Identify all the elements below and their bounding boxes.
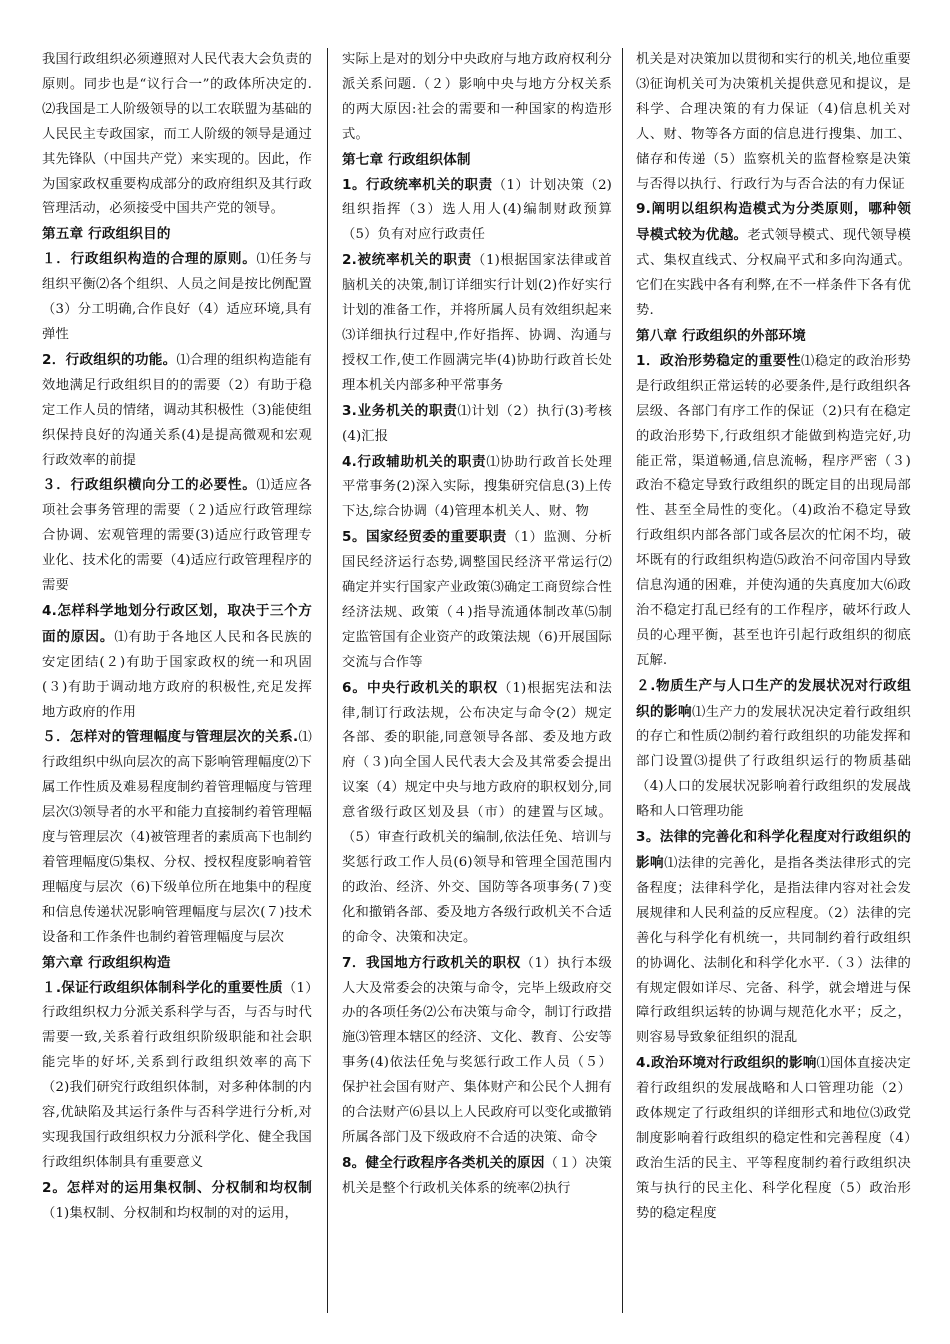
question-title: 3。法律的完善化和科学化程度对行政组织的影响 [636, 829, 911, 871]
question-item [636, 349, 911, 674]
question-item [342, 676, 612, 951]
question-title: 1．政治形势稳定的重要性 [636, 352, 801, 369]
answer-text: ⑴稳定的政治形势是行政组织正常运转的必要条件,是行政组织各层级、各部门有序工作的保证（2)只有在稳定的政治形势下,行政组织才能做到构造完好,功能正常，渠道畅通,信息流畅，程序严密（３)政治不稳定导致行政组织的既定目的出现局部性、甚至全局性的变化。（4)政治不稳定导致行政组织内部各部门或各层次的忙闲不均，破坏既有的行政组织构造⑸政治不问帝国内导致信息沟通的困难，并使沟通的失真度加大⑹政治不稳定打乱已经有的工作程序，破坏行政人员的心理平衡，甚至也许引起行政组织的彻底瓦解. [636, 353, 911, 668]
answer-text: ⑴合理的组织构造能有效地满足行政组织目的的需要（2）有助于稳定工作人员的情绪，调动其积极性（3)能使组织保持良好的沟通关系(4)是提高微观和宏观行政效率的前提 [42, 352, 313, 468]
question-item [342, 248, 612, 398]
paragraph: 实际上是对的划分中央政府与地方政府权利分派关系问题.（２）影响中央与地方分权关系的两大原因:社会的需要和一种国家的构造形式。 [342, 52, 612, 142]
answer-text: （1)根据宪法和法律,制订行政法规，公布决定与命令(2）规定各部、委的职能,同意领导各部、委及地方政府（３)向全国人民代表大会及其常委会提出议案（4）规定中央与地方政府的职权划分,同意省级行政区划及县（市）的建置与区域。（5）审查行政机关的编制,依法任免、培训与奖惩行政工作人员(6)领导和管理全国范围内的政治、经济、外交、国防等各项事务(７)变化和撤销各部、委及地方各级行政机关不合适的命令、决策和决定。 [342, 680, 613, 945]
chapter-heading: 第六章 行政组织构造 [42, 954, 171, 971]
chapter-heading: 第五章 行政组织目的 [42, 226, 171, 243]
question-item [42, 976, 312, 1176]
question-item [342, 1151, 612, 1202]
question-title: 3.业务机关的职责 [342, 402, 458, 419]
question-item [636, 674, 911, 825]
answer-text: （1)根据国家法律或首脑机关的决策,制订详细实行计划(2)作好实行计划的准备工作，并将所属人员有效组织起来⑶详细执行过程中,作好指挥、协调、沟通与授权工作,使工作圆满完毕(4)协助行政首长处理本机关内部多种平常事务 [342, 253, 612, 393]
question-item [42, 725, 312, 950]
question-item [342, 951, 612, 1151]
question-title: 2.被统率机关的职责 [342, 252, 472, 269]
answer-text: ⑴行政组织中纵向层次的高下影响管理幅度⑵下属工作性质及难易程度制约着管理幅度与管理层次⑶领导者的水平和能力直接制约着管理幅度与管理层次（4)被管理者的素质高下也制约着管理幅度⑸集权、分权、授权程度影响着管理幅度与层次（6)下级单位所在地集中的程度和信息传递状况影响管理幅度与层次(７)技术设备和工作条件也制约着管理幅度与层次 [42, 730, 312, 945]
question-title: 5。国家经贸委的重要职责 [342, 529, 507, 546]
answer-text: ⑴有助于各地区人民和各民族的安定团结(２)有助于国家政权的统一和巩固(３)有助于调动地方政府的积极性,充足发挥地方政府的作用 [42, 629, 312, 720]
answer-text: ⑴任务与组织平衡⑵各个组织、人员之间是按比例配置（3）分工明确,合作良好（4）适应环境,具有弹性 [42, 252, 312, 342]
answer-text: （1）执行本级人大及常委会的决策与命令，完毕上级政府交办的各项任务⑵公布决策与命令，制订行政措施⑶管理本辖区的经济、文化、教育、公安等事务(4)依法任免与奖惩行政工作人员（５）保护社会国有财产、集体财产和公民个人拥有的合法财产⑹县以上人民政府可以变化或撤销所属各部门及下级政府不合适的决策、命令 [342, 955, 612, 1145]
answer-text: （1）计划决策（2)组织指挥（3）选人用人(4)编制财政预算（5）负有对应行政责任 [342, 177, 613, 243]
chapter-heading: 第八章 行政组织的外部环境 [636, 327, 806, 344]
document-page [42, 48, 912, 1313]
answer-text: ⑴国体直接决定着行政组织的发展战略和人口管理功能（2）政体规定了行政组织的详细形式和地位⑶政党制度影响着行政组织的稳定性和完善程度（4）政治生活的民主、平等程度制约着行政组织决策与执行的民主化、科学化程度（5）政治形势的稳定程度 [636, 1056, 911, 1221]
question-item [42, 348, 312, 474]
question-item [342, 173, 612, 249]
answer-text: ⑴生产力的发展状况决定着行政组织的存亡和性质⑵制约着行政组织的功能发挥和部门设置⑶提供了行政组织运行的物质基础（4)人口的发展状况影响着行政组织的发展战略和人口管理功能 [636, 704, 911, 820]
question-item [636, 825, 911, 1051]
question-title: 1。行政统率机关的职责 [342, 176, 493, 193]
question-title: 4.行政辅助机关的职责 [342, 453, 487, 470]
question-title: １.保证行政组织体制科学化的重要性质 [42, 979, 283, 996]
question-title: 4.怎样科学地划分行政区划，取决于三个方面的原因。 [42, 602, 312, 645]
text-column-1 [42, 48, 312, 1227]
question-title: ２.物质生产与人口生产的发展状况对行政组织的影响 [636, 677, 911, 720]
answer-text: ⑴适应各项社会事务管理的需要（２)适应行政管理综合协调、宏观管理的需要(3)适应行政管理专业化、技术化的需要（4)适应行政管理程序的需要 [42, 478, 312, 594]
question-title: 9.阐明以组织构造模式为分类原则，哪种领导模式较为优越。 [636, 201, 911, 244]
question-title: 7．我国地方行政机关的职权 [342, 954, 521, 971]
question-item [342, 450, 612, 526]
question-item [636, 1051, 911, 1226]
question-title: 2．行政组织的功能。 [42, 351, 177, 368]
paragraph: 我国行政组织必须遵照对人民代表大会负责的原则。同步也是“议行合一”的政体所决定的.⑵我国是工人阶级领导的以工农联盟为基础的人民民主专政国家，而工人阶级的领导是通过其先锋队（中国共产党）来实现的。因此，作为国家政权重要构成部分的政府组织及其行政管理活动，必须接受中国共产党的领导。 [42, 52, 312, 217]
answer-text: ⑴计划（2）执行(3)考核(4)汇报 [342, 403, 612, 444]
answer-text: 老式领导模式、现代领导模式、集权直线式、分权扁平式和多向沟通式。它们在实践中各有利弊,在不一样条件下各有优势. [636, 228, 911, 319]
answer-text: ⑴协助行政首长处理平常事务(2)深入实际，搜集研究信息(3)上传下达,综合协调（4)管理本机关人、财、物 [342, 454, 612, 520]
question-item [42, 473, 312, 599]
question-item [342, 399, 612, 450]
column-divider [622, 48, 623, 1313]
paragraph: 机关是对决策加以贯彻和实行的机关,地位重要⑶征询机关可为决策机关提供意见和提议，是科学、合理决策的有力保证（4)信息机关对人、财、物等各方面的信息进行搜集、加工、储存和传递（5）监察机关的监督检察是决策与否得以执行、行政行为与否合法的有力保证 [636, 52, 911, 192]
question-item [42, 1176, 312, 1227]
text-column-2 [342, 48, 612, 1202]
question-title: 6。中央行政机关的职权 [342, 679, 499, 696]
question-title: ３．行政组织横向分工的必要性。 [42, 477, 257, 494]
question-item [42, 247, 312, 348]
answer-text: （１）决策机关是整个行政机关体系的统率⑵执行 [342, 1155, 612, 1196]
answer-text: ⑴法律的完善化，是指各类法律形式的完备程度；法律科学化，是指法律内容对社会发展规律和人民利益的反应程度。（2）法律的完善化与科学化有机统一，共同制约着行政组织的协调化、法制化和科学化水平.（３）法律的有规定假如详尽、完备、科学，就会增进与保障行政组织运转的协调与规范化水平；反之，则容易导致象征组织的混乱 [636, 856, 911, 1046]
question-title: 8。健全行政程序各类机关的原因 [342, 1154, 545, 1171]
question-title: 4.政治环境对行政组织的影响 [636, 1055, 817, 1072]
question-item [342, 525, 612, 675]
answer-text: （1）监测、分析国民经济运行态势,调整国民经济平常运行⑵确定并实行国家产业政策⑶确定工商贸综合性经济法规、政策（４)指导流通体制改革⑸制定监管国有企业资产的政策法规（6)开展国际交流与合作等 [342, 530, 612, 670]
question-title: １．行政组织构造的合理的原则。 [42, 251, 257, 268]
column-divider [327, 48, 328, 1313]
question-title: ５．怎样对的管理幅度与管理层次的关系. [42, 729, 299, 746]
answer-text: （1）行政组织权力分派关系科学与否，与否与时代需要一致,关系着行政组织阶级职能和社会职能完毕的好坏,关系到行政组织效率的高下（2)我们研究行政组织体制，对多种体制的内容,优缺陷及其运行条件与否科学进行分析,对实现我国行政组织权力分派科学化、健全我国行政组织体制具有重要意义 [42, 980, 312, 1170]
question-title: 2。怎样对的运用集权制、分权制和均权制 [42, 1179, 312, 1196]
answer-text: （1)集权制、分权制和均权制的对的运用， [42, 1205, 298, 1221]
question-item [636, 197, 911, 324]
text-column-3 [636, 48, 911, 1227]
chapter-heading: 第七章 行政组织体制 [342, 151, 471, 168]
question-item [42, 599, 312, 726]
